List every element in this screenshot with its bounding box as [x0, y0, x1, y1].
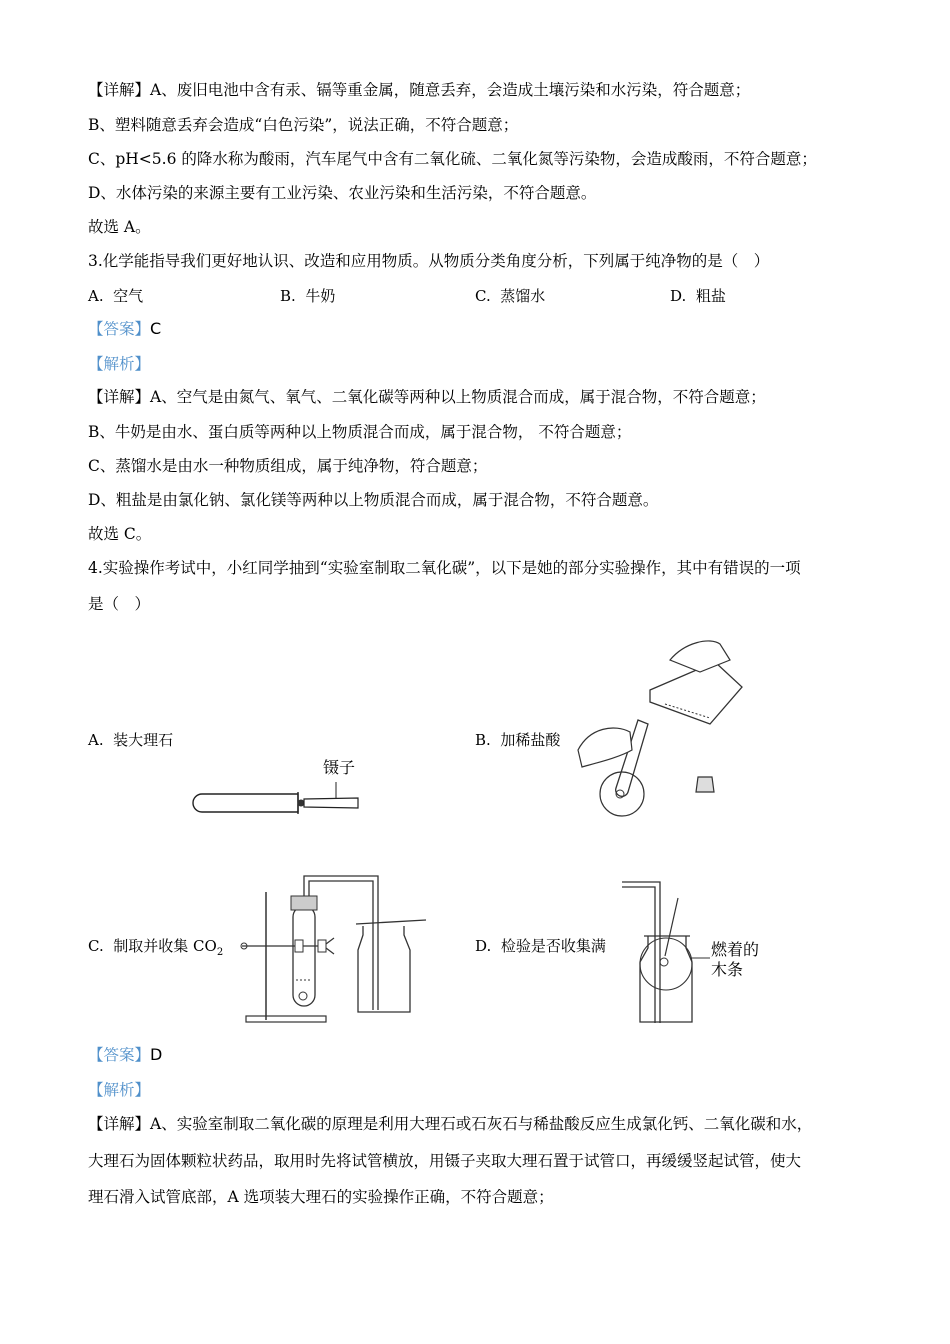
q4-option-d: [475, 935, 606, 957]
answer-value: C: [150, 319, 162, 338]
figure-b-pouring-acid: [570, 632, 750, 812]
option-text: 牛奶: [305, 287, 336, 305]
option-text: 装大理石: [113, 731, 174, 749]
q4-option-a: [88, 729, 173, 751]
option-text: 粗盐: [695, 287, 726, 305]
q3-option-a: [88, 285, 143, 307]
option-subscript: 2: [216, 947, 224, 958]
q2-detail-line-1: 【详解】A、废旧电池中含有汞、镉等重金属，随意丢弃，会造成土壤污染和水污染，符合题意；: [88, 81, 751, 99]
q3-option-d: [670, 285, 726, 307]
q4-option-b: [475, 729, 560, 751]
answer-label: 【答案】: [88, 1046, 151, 1064]
q4-stem-line-1: 4.实验操作考试中，小红同学抽到“实验室制取二氧化碳”，以下是她的部分实验操作，其中有错误的一项: [88, 559, 801, 577]
option-letter: C.: [475, 287, 491, 305]
option-text: 蒸馏水: [500, 287, 546, 305]
burning-stick-label: [711, 940, 759, 980]
option-text: 加稀盐酸: [500, 731, 561, 749]
q3-conclusion: 故选 C。: [88, 525, 152, 543]
answer-value: D: [150, 1045, 163, 1064]
q3-detail-line-1: 【详解】A、空气是由氮气、氧气、二氧化碳等两种以上物质混合而成，属于混合物，不符合题意；: [88, 388, 766, 406]
figure-d-test-full: [618, 878, 718, 1026]
option-text: 检验是否收集满: [500, 937, 606, 955]
q2-detail-line-4: D、水体污染的来源主要有工业污染、农业污染和生活污染，不符合题意。: [88, 184, 597, 202]
q2-detail-line-2: B、塑料随意丢弃会造成“白色污染”，说法正确，不符合题意；: [88, 116, 519, 134]
tweezers-label: 镊子: [323, 758, 356, 777]
q3-analysis-label: 【解析】: [88, 355, 151, 373]
q3-detail-line-2: B、牛奶是由水、蛋白质等两种以上物质混合而成，属于混合物， 不符合题意；: [88, 423, 632, 441]
q3-option-b: [280, 285, 335, 307]
answer-label: 【答案】: [88, 320, 151, 338]
option-letter: A.: [88, 287, 104, 305]
q3-stem: 3.化学能指导我们更好地认识、改造和应用物质。从物质分类角度分析，下列属于纯净物的是（ ）: [88, 252, 770, 270]
q3-detail-line-4: D、粗盐是由氯化钠、氯化镁等两种以上物质混合而成，属于混合物，不符合题意。: [88, 491, 659, 509]
q3-option-c: [475, 285, 545, 307]
q4-detail-line-3: 理石滑入试管底部，A 选项装大理石的实验操作正确，不符合题意；: [88, 1188, 554, 1206]
q3-detail-line-3: C、蒸馏水是由水一种物质组成，属于纯净物，符合题意；: [88, 457, 488, 475]
q4-analysis-label: 【解析】: [88, 1081, 151, 1099]
q4-stem-line-2: 是（ ）: [88, 595, 151, 613]
option-letter: B.: [280, 287, 296, 305]
q4-detail-line-1: 【详解】A、实验室制取二氧化碳的原理是利用大理石或石灰石与稀盐酸反应生成氯化钙、二氧化碳和水，: [88, 1115, 813, 1133]
q4-answer: [88, 1044, 162, 1066]
q2-detail-line-3: C、pH<5.6 的降水称为酸雨，汽车尾气中含有二氧化硫、二氧化氮等污染物，会造成酸雨，不符合题意；: [88, 150, 817, 168]
option-text: 空气: [113, 287, 144, 305]
burning-stick-label-line-2: 木条: [711, 960, 744, 979]
q3-answer: [88, 318, 161, 340]
q4-option-c: [88, 935, 223, 964]
figure-c-apparatus: [238, 870, 438, 1028]
option-letter: C.: [88, 937, 104, 955]
option-letter: A.: [88, 731, 104, 749]
q2-conclusion: 故选 A。: [88, 218, 151, 236]
option-letter: D.: [475, 937, 492, 955]
option-text: 制取并收集 CO: [113, 937, 217, 955]
option-letter: D.: [670, 287, 687, 305]
burning-stick-label-line-1: 燃着的: [711, 940, 760, 959]
option-letter: B.: [475, 731, 491, 749]
q4-detail-line-2: 大理石为固体颗粒状药品，取用时先将试管横放，用镊子夹取大理石置于试管口，再缓缓竖起试管，使大: [88, 1152, 802, 1170]
